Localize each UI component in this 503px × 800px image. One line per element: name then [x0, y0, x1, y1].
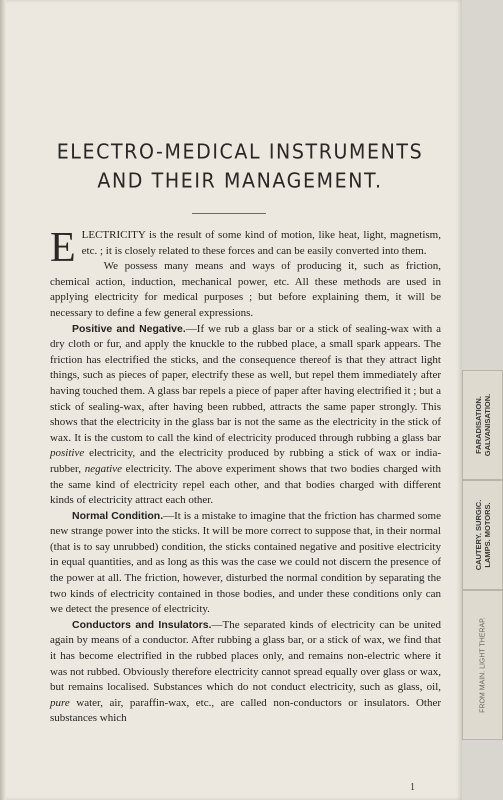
conductors-heading: Conductors and Insulators. — [72, 618, 212, 631]
chapter-title-line-1: ELECTRO-MEDICAL INSTRUMENTS — [56, 140, 424, 164]
negative-emphasis: negative — [84, 462, 122, 475]
conductors-text-b: water, air, paraffin-wax, etc., are called non-conductors or insulators. Other substances which — [50, 696, 441, 725]
page-spine — [0, 0, 6, 800]
intro-paragraph — [50, 225, 441, 271]
normal-condition-text: —It is a mistake to imagine that the friction has charmed some new strange power into the sticks. It will be more correct to suppose that, in their normal (that is to say unrubbed) condition, the sticks contained negative and positive electricity in equal quantities, and as long as this was the case we could not discern the presence of the power at all. The friction, however, disturbed the normal condition by separating the two kinds of electricity contained in those bodies, and under these conditions only can we detect the presence of electricity. — [50, 509, 441, 616]
tab-faradisation[interactable] — [462, 370, 503, 480]
positive-emphasis: positive — [50, 447, 85, 460]
positive-text-a: —If we rub a glass bar or a stick of sealing-wax with a dry cloth or fur, and apply the knuckle to the rubbed place, a small spark appears. The friction has electrified the sticks, and the consequence thereof is that they attract light things, such as pieces of paper, electrify these as well, but repel them immediately after having touched them. A glass bar repels a piece of paper after having electrified it ; but a stick of sealing-wax, after having been rubbed, attracts the same paper strongly. This shows that the electricity in the glass bar is not the same as the electricity in the stick of wax. It is the custom to call the kind of electricity produced through rubbing a glass bar — [50, 322, 441, 444]
normal-condition-heading: Normal Condition. — [72, 509, 164, 522]
intro-text: LECTRICITY is the result of some kind of motion, like heat, light, magnetism, etc. ; it is closely related to these forces and can be easily converted into them. — [81, 229, 441, 257]
tab-cautery[interactable] — [462, 480, 503, 590]
pure-emphasis: pure — [50, 696, 70, 709]
positive-negative-paragraph — [50, 322, 441, 509]
chapter-title-line-2: AND THEIR MANAGEMENT. — [97, 169, 383, 193]
title-divider — [192, 213, 266, 214]
positive-text-b: electricity, and the electricity produced by rubbing a stick of wax or india-rubber, — [50, 447, 441, 475]
tab-cautery-line-1: CAUTERY. SURGIC. — [473, 499, 483, 571]
tab-cautery-line-2: LAMPS. MOTORS. — [482, 502, 492, 568]
normal-condition-paragraph — [50, 509, 441, 618]
positive-negative-heading: Positive and Negative. — [72, 322, 186, 335]
tab-faradisation-line-2: GALVANISATION. — [482, 393, 492, 457]
tab-light-therapy-line-1: FROM MAIN. LIGHT THERAP. — [479, 617, 486, 713]
positive-text-c: electricity. The above experiment shows that two bodies charged with the same kind of electricity repel each other, and that bodies charged with different kinds of electricity attract each other. — [50, 462, 441, 507]
conductors-paragraph — [50, 618, 441, 727]
methods-paragraph: We possess many means and ways of producing it, such as friction, chemical action, induction, mechanical power, etc. All these methods are used in applying electricity for medical purposes ; but before explaining them, it will be necessary to define a few general expressions. — [50, 260, 441, 319]
page-number: 1 — [410, 782, 415, 793]
thumb-index-tabs — [462, 370, 503, 800]
drop-cap: E — [50, 225, 76, 271]
body-text — [50, 225, 441, 727]
conductors-text-a: —The separated kinds of electricity can be united again by means of a conductor. After rubbing a glass bar, or a stick of wax, we find that it has become electrified in the rubbed places only, and remains non-electric where it was not rubbed. Obviously therefore electricity cannot spread equally over glass or wax, but remains localised. Substances which do not conduct electricity, such as glass, oil, — [50, 618, 441, 694]
chapter-title — [20, 138, 460, 196]
tab-faradisation-line-1: FARADISATION. — [473, 396, 483, 454]
tab-light-therapy[interactable] — [462, 590, 503, 740]
